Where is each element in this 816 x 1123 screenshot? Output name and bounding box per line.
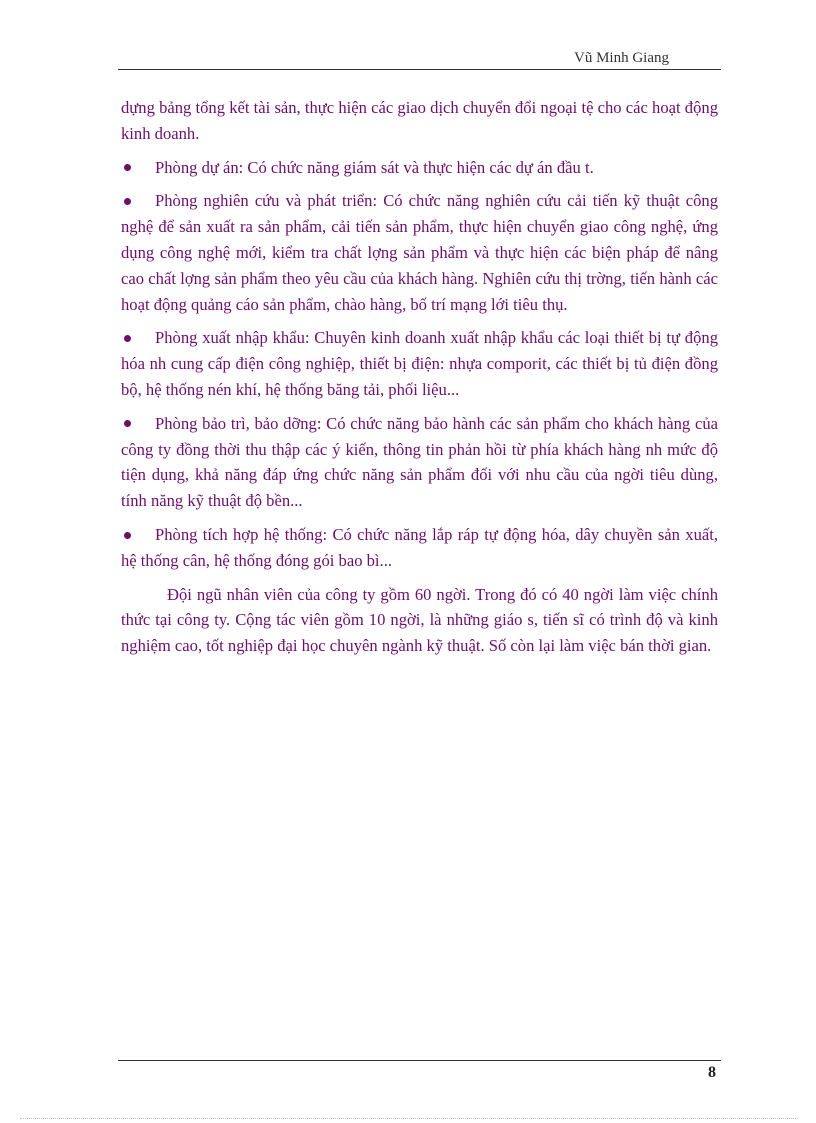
bullet-icon (124, 164, 131, 171)
header-divider (118, 69, 721, 70)
bullet-icon (124, 198, 131, 205)
bullet-item (121, 325, 718, 402)
page-number: 8 (708, 1064, 716, 1081)
bullet-text: Phòng dự án: Có chức năng giám sát và thực hiện các dự án đầu t. (155, 157, 594, 177)
bullet-text: Phòng nghiên cứu và phát triển: Có chức năng nghiên cứu cải tiến kỹ thuật công nghệ để sản xuất ra sản phẩm, cải tiến sản phẩm, thực hiện chuyển giao công nghệ, ứng dụng công nghệ mới, kiểm tra chất lợng sản phẩm và thực hiện các biện pháp để nâng cao chất lợng sản phẩm theo yêu cầu của khách hàng. Nghiên cứu thị trờng, tiến hành các hoạt động quảng cáo sản phẩm, chào hàng, bố trí mạng lới tiêu thụ. (121, 191, 718, 314)
header-author: Vũ Minh Giang (574, 50, 669, 66)
closing-paragraph: Đội ngũ nhân viên của công ty gồm 60 ngời. Trong đó có 40 ngời làm việc chính thức tại công ty. Cộng tác viên gồm 10 ngời, là những giáo s, tiến sĩ có trình độ và kinh nghiệm cao, tốt nghiệp đại học chuyên ngành kỹ thuật. Số còn lại làm việc bán thời gian. (121, 584, 718, 656)
bullet-text: Phòng tích hợp hệ thống: Có chức năng lắp ráp tự động hóa, dây chuyền sản xuất, hệ thống cân, hệ thống đóng gói bao bì... (121, 524, 718, 570)
bullet-item (121, 411, 718, 514)
bullet-item (121, 188, 718, 317)
body-text (121, 95, 718, 667)
bullet-text: Phòng bảo trì, bảo dỡng: Có chức năng bảo hành các sản phẩm cho khách hàng của công ty đồng thời thu thập các ý kiến, thông tin phản hồi từ phía khách hàng nh mức độ tiện dụng, khả năng đáp ứng chức năng sản phẩm đối với nhu cầu của ngời tiêu dùng, tính năng kỹ thuật độ bền... (121, 413, 718, 511)
page-edge-dotted-line (20, 1118, 796, 1119)
bullet-icon (124, 532, 131, 539)
bullet-item (121, 155, 718, 181)
bullet-item (121, 522, 718, 574)
bullet-icon (124, 420, 131, 427)
intro-paragraph: dựng bảng tổng kết tài sản, thực hiện các giao dịch chuyển đổi ngoại tệ cho các hoạt động kinh doanh. (121, 98, 718, 143)
footer-divider (118, 1060, 721, 1061)
bullet-icon (124, 335, 131, 342)
bullet-text: Phòng xuất nhập khẩu: Chuyên kinh doanh xuất nhập khẩu các loại thiết bị tự động hóa nh cung cấp điện công nghiệp, thiết bị điện: nhựa comporit, các thiết bị tủ điện đồng bộ, hệ thống nén khí, hệ thống băng tải, phối liệu... (121, 328, 718, 399)
